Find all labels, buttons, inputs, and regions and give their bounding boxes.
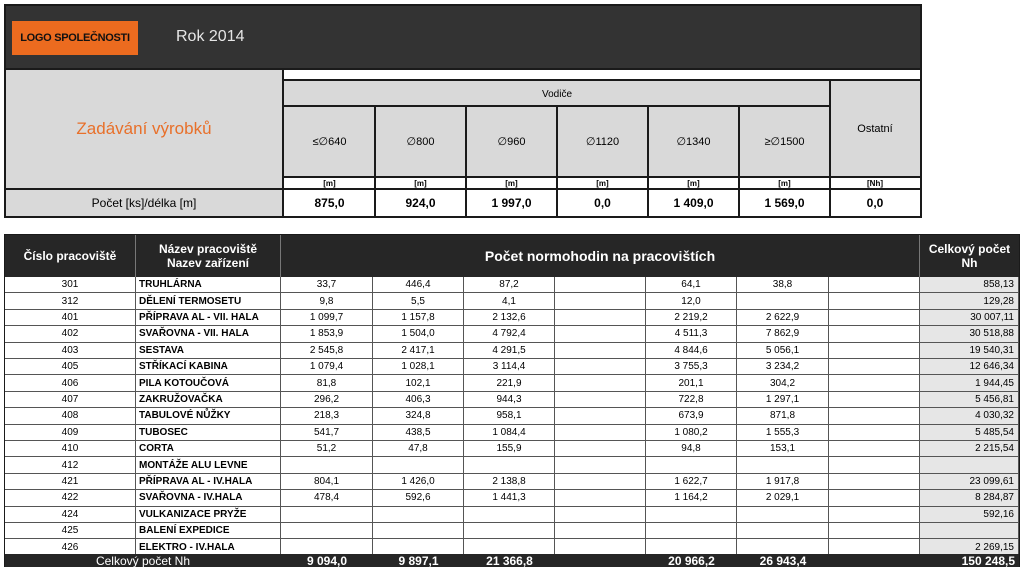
- table-row: [5, 441, 1019, 457]
- table-row: [5, 375, 1019, 391]
- row-value: [555, 539, 646, 554]
- row-value: 155,9: [464, 441, 555, 456]
- row-value: [373, 457, 464, 472]
- col-total-header: Celkový počet Nh: [928, 242, 1011, 270]
- footer-total: 150 248,5: [961, 553, 1015, 568]
- row-value: 1 555,3: [737, 425, 829, 440]
- row-number: 409: [5, 425, 136, 440]
- input-value-field[interactable]: 0,0: [830, 190, 920, 216]
- unit-label: [m]: [648, 176, 739, 188]
- row-value: 9,8: [281, 293, 373, 308]
- row-value: [829, 539, 920, 554]
- row-value: [464, 539, 555, 554]
- row-number: 412: [5, 457, 136, 472]
- unit-label: [m]: [466, 176, 557, 188]
- footer-value: 9 094,0: [306, 553, 348, 568]
- table-row: [5, 293, 1019, 309]
- row-value: 1 164,2: [646, 490, 737, 505]
- row-value: [829, 457, 920, 472]
- col-header: ≤∅640: [284, 109, 375, 174]
- row-value: [555, 392, 646, 407]
- row-value: 2 219,2: [646, 310, 737, 325]
- row-value: [829, 293, 920, 308]
- table-row: [5, 326, 1019, 342]
- row-value: [829, 425, 920, 440]
- divider: [556, 107, 558, 216]
- row-value: 4 291,5: [464, 343, 555, 358]
- results-header: [5, 235, 1019, 277]
- row-number: 401: [5, 310, 136, 325]
- row-value: 3 114,4: [464, 359, 555, 374]
- row-total: 19 540,31: [920, 343, 1019, 358]
- row-value: [555, 441, 646, 456]
- row-value: 2 029,1: [737, 490, 829, 505]
- row-value: 218,3: [281, 408, 373, 423]
- table-row: [5, 359, 1019, 375]
- row-value: [555, 343, 646, 358]
- row-value: [555, 408, 646, 423]
- input-value-field[interactable]: 0,0: [557, 190, 648, 216]
- row-value: [829, 507, 920, 522]
- row-value: 3 234,2: [737, 359, 829, 374]
- row-total: 4 030,32: [920, 408, 1019, 423]
- row-number: 424: [5, 507, 136, 522]
- year-label: Rok 2014: [176, 28, 245, 45]
- row-total: 129,28: [920, 293, 1019, 308]
- table-row: [5, 457, 1019, 473]
- row-name: MONTÁŽE ALU LEVNE: [136, 457, 281, 472]
- row-value: 5,5: [373, 293, 464, 308]
- divider: [465, 107, 467, 216]
- row-value: 87,2: [464, 277, 555, 292]
- row-value: 153,1: [737, 441, 829, 456]
- row-number: 407: [5, 392, 136, 407]
- row-value: [829, 310, 920, 325]
- results-table: [4, 234, 1020, 567]
- row-value: 1 853,9: [281, 326, 373, 341]
- col-header: ∅1120: [557, 109, 648, 174]
- row-value: [737, 539, 829, 554]
- company-logo: LOGO SPOLEČNOSTI: [12, 21, 138, 55]
- group-label: Vodiče: [284, 83, 830, 107]
- row-value: 541,7: [281, 425, 373, 440]
- row-value: 871,8: [737, 408, 829, 423]
- row-value: 4 511,3: [646, 326, 737, 341]
- row-number: 301: [5, 277, 136, 292]
- row-name: SESTAVA: [136, 343, 281, 358]
- row-value: 64,1: [646, 277, 737, 292]
- table-row: [5, 408, 1019, 424]
- row-value: 324,8: [373, 408, 464, 423]
- row-value: [829, 392, 920, 407]
- row-total: 1 944,45: [920, 375, 1019, 390]
- footer-value: 20 966,2: [668, 553, 715, 568]
- table-row: [5, 310, 1019, 326]
- row-value: 1 504,0: [373, 326, 464, 341]
- row-value: 944,3: [464, 392, 555, 407]
- row-value: [646, 539, 737, 554]
- row-value: [555, 490, 646, 505]
- footer-label: Celkový počet Nh: [95, 553, 191, 568]
- row-value: 406,3: [373, 392, 464, 407]
- row-value: 7 862,9: [737, 326, 829, 341]
- row-number: 422: [5, 490, 136, 505]
- unit-label: [m]: [739, 176, 830, 188]
- table-row: [5, 425, 1019, 441]
- row-name: DĚLENÍ TERMOSETU: [136, 293, 281, 308]
- spacer-row: [284, 70, 920, 81]
- footer-value: [555, 554, 646, 567]
- table-row: [5, 523, 1019, 539]
- row-value: [281, 507, 373, 522]
- divider: [374, 107, 376, 216]
- row-total: 5 456,81: [920, 392, 1019, 407]
- row-value: 51,2: [281, 441, 373, 456]
- header-bar: [6, 6, 920, 68]
- row-name: STŘÍKACÍ KABINA: [136, 359, 281, 374]
- row-value: [737, 293, 829, 308]
- footer-value: 26 943,4: [759, 553, 807, 568]
- row-number: 425: [5, 523, 136, 538]
- input-value-field[interactable]: 1 409,0: [648, 190, 739, 216]
- row-value: 2 545,8: [281, 343, 373, 358]
- divider: [829, 81, 831, 216]
- row-total: 2 269,15: [920, 539, 1019, 554]
- row-value: [555, 425, 646, 440]
- row-value: 1 426,0: [373, 474, 464, 489]
- unit-label: [m]: [284, 176, 375, 188]
- row-value: 33,7: [281, 277, 373, 292]
- row-name: TUBOSEC: [136, 425, 281, 440]
- row-name: PŘÍPRAVA AL - VII. HALA: [136, 310, 281, 325]
- row-number: 406: [5, 375, 136, 390]
- row-value: 94,8: [646, 441, 737, 456]
- row-value: 4 844,6: [646, 343, 737, 358]
- row-value: [737, 457, 829, 472]
- row-value: 201,1: [646, 375, 737, 390]
- row-value: 102,1: [373, 375, 464, 390]
- row-total: 8 284,87: [920, 490, 1019, 505]
- row-number: 426: [5, 539, 136, 554]
- input-table: [4, 4, 922, 218]
- row-name: SVAŘOVNA - IV.HALA: [136, 490, 281, 505]
- row-total: 858,13: [920, 277, 1019, 292]
- row-value: 1 622,7: [646, 474, 737, 489]
- col-name-header: Název pracoviště Nazev zařízení: [136, 235, 281, 277]
- row-value: 4 792,4: [464, 326, 555, 341]
- row-value: 304,2: [737, 375, 829, 390]
- input-value-field[interactable]: 875,0: [284, 190, 375, 216]
- row-value: 438,5: [373, 425, 464, 440]
- row-name: BALENÍ EXPEDICE: [136, 523, 281, 538]
- row-value: 221,9: [464, 375, 555, 390]
- row-value: [555, 293, 646, 308]
- row-value: 673,9: [646, 408, 737, 423]
- row-value: 2 622,9: [737, 310, 829, 325]
- row-value: 2 132,6: [464, 310, 555, 325]
- row-value: [829, 490, 920, 505]
- row-value: [555, 523, 646, 538]
- col-number-header: Číslo pracoviště: [5, 235, 136, 277]
- row-value: [737, 507, 829, 522]
- row-number: 405: [5, 359, 136, 374]
- divider: [647, 107, 649, 216]
- table-row: [5, 392, 1019, 408]
- row-value: [281, 523, 373, 538]
- row-value: 958,1: [464, 408, 555, 423]
- row-value: 722,8: [646, 392, 737, 407]
- col-header: ∅960: [466, 109, 557, 174]
- row-value: 38,8: [737, 277, 829, 292]
- row-name: ELEKTRO - IV.HALA: [136, 539, 281, 554]
- row-total: 2 215,54: [920, 441, 1019, 456]
- row-value: 1 917,8: [737, 474, 829, 489]
- row-total: 23 099,61: [920, 474, 1019, 489]
- row-value: [555, 359, 646, 374]
- input-value-field[interactable]: 1 569,0: [739, 190, 830, 216]
- row-total: 30 007,11: [920, 310, 1019, 325]
- row-value: [464, 523, 555, 538]
- row-total: 30 518,88: [920, 326, 1019, 341]
- unit-label: [m]: [375, 176, 466, 188]
- row-name: ZAKRUŽOVAČKA: [136, 392, 281, 407]
- row-total: [920, 457, 1019, 472]
- row-number: 421: [5, 474, 136, 489]
- row-value: 1 028,1: [373, 359, 464, 374]
- row-value: [829, 523, 920, 538]
- row-value: 81,8: [281, 375, 373, 390]
- row-value: [555, 507, 646, 522]
- row-value: [829, 474, 920, 489]
- row-number: 403: [5, 343, 136, 358]
- row-number: 408: [5, 408, 136, 423]
- row-value: [555, 277, 646, 292]
- row-value: [829, 326, 920, 341]
- table-row: [5, 277, 1019, 293]
- footer-row: [5, 554, 1019, 567]
- unit-label: [Nh]: [830, 176, 920, 188]
- row-value: [281, 539, 373, 554]
- row-value: [373, 507, 464, 522]
- row-value: 446,4: [373, 277, 464, 292]
- row-value: [373, 539, 464, 554]
- row-value: [281, 457, 373, 472]
- input-value-field[interactable]: 924,0: [375, 190, 466, 216]
- row-total: 12 646,34: [920, 359, 1019, 374]
- row-value: [464, 457, 555, 472]
- row-value: [555, 375, 646, 390]
- row-value: 1 441,3: [464, 490, 555, 505]
- row-value: [829, 359, 920, 374]
- row-value: 478,4: [281, 490, 373, 505]
- row-value: [555, 474, 646, 489]
- row-value: 2 417,1: [373, 343, 464, 358]
- row-value: 3 755,3: [646, 359, 737, 374]
- row-value: [373, 523, 464, 538]
- row-value: [829, 277, 920, 292]
- row-value: [829, 441, 920, 456]
- row-value: 296,2: [281, 392, 373, 407]
- row-value: [464, 507, 555, 522]
- row-value: 1 157,8: [373, 310, 464, 325]
- input-title: Zadávání výrobků: [76, 119, 212, 138]
- row-name: SVAŘOVNA - VII. HALA: [136, 326, 281, 341]
- row-value: 4,1: [464, 293, 555, 308]
- row-name: CORTA: [136, 441, 281, 456]
- row-value: 1 297,1: [737, 392, 829, 407]
- row-name: TABULOVÉ NŮŽKY: [136, 408, 281, 423]
- row-value: 1 084,4: [464, 425, 555, 440]
- row-label: Počet [ks]/délka [m]: [91, 196, 197, 210]
- divider: [738, 107, 740, 216]
- row-name: TRUHLÁRNA: [136, 277, 281, 292]
- row-value: 592,6: [373, 490, 464, 505]
- row-value: [646, 523, 737, 538]
- col-header: ∅800: [375, 109, 466, 174]
- row-value: 47,8: [373, 441, 464, 456]
- row-value: [555, 457, 646, 472]
- results-body: [5, 277, 1019, 556]
- row-value: 804,1: [281, 474, 373, 489]
- col-header: ≥∅1500: [739, 109, 830, 174]
- col-header: ∅1340: [648, 109, 739, 174]
- row-value: [737, 523, 829, 538]
- row-total: 592,16: [920, 507, 1019, 522]
- row-value: 1 099,7: [281, 310, 373, 325]
- row-value: [555, 310, 646, 325]
- row-number: 312: [5, 293, 136, 308]
- footer-value: 21 366,8: [486, 553, 533, 568]
- input-value-field[interactable]: 1 997,0: [466, 190, 557, 216]
- row-total: [920, 523, 1019, 538]
- table-row: [5, 490, 1019, 506]
- row-number: 402: [5, 326, 136, 341]
- row-name: PŘÍPRAVA AL - IV.HALA: [136, 474, 281, 489]
- row-total: 5 485,54: [920, 425, 1019, 440]
- unit-label: [m]: [557, 176, 648, 188]
- row-value: [646, 507, 737, 522]
- row-value: 5 056,1: [737, 343, 829, 358]
- row-value: [646, 457, 737, 472]
- row-value: [555, 326, 646, 341]
- table-row: [5, 507, 1019, 523]
- row-value: [829, 408, 920, 423]
- table-row: [5, 343, 1019, 359]
- row-value: 1 080,2: [646, 425, 737, 440]
- row-value: 1 079,4: [281, 359, 373, 374]
- row-number: 410: [5, 441, 136, 456]
- col-hours-header: Počet normohodin na pracovištích: [281, 235, 920, 277]
- footer-value: 9 897,1: [398, 553, 439, 568]
- row-value: [829, 375, 920, 390]
- row-value: 2 138,8: [464, 474, 555, 489]
- footer-value: [829, 554, 920, 567]
- row-name: VULKANIZACE PRYŽE: [136, 507, 281, 522]
- row-value: [829, 343, 920, 358]
- row-value: 12,0: [646, 293, 737, 308]
- row-name: PILA KOTOUČOVÁ: [136, 375, 281, 390]
- table-row: [5, 474, 1019, 490]
- col-header: Ostatní: [830, 83, 920, 174]
